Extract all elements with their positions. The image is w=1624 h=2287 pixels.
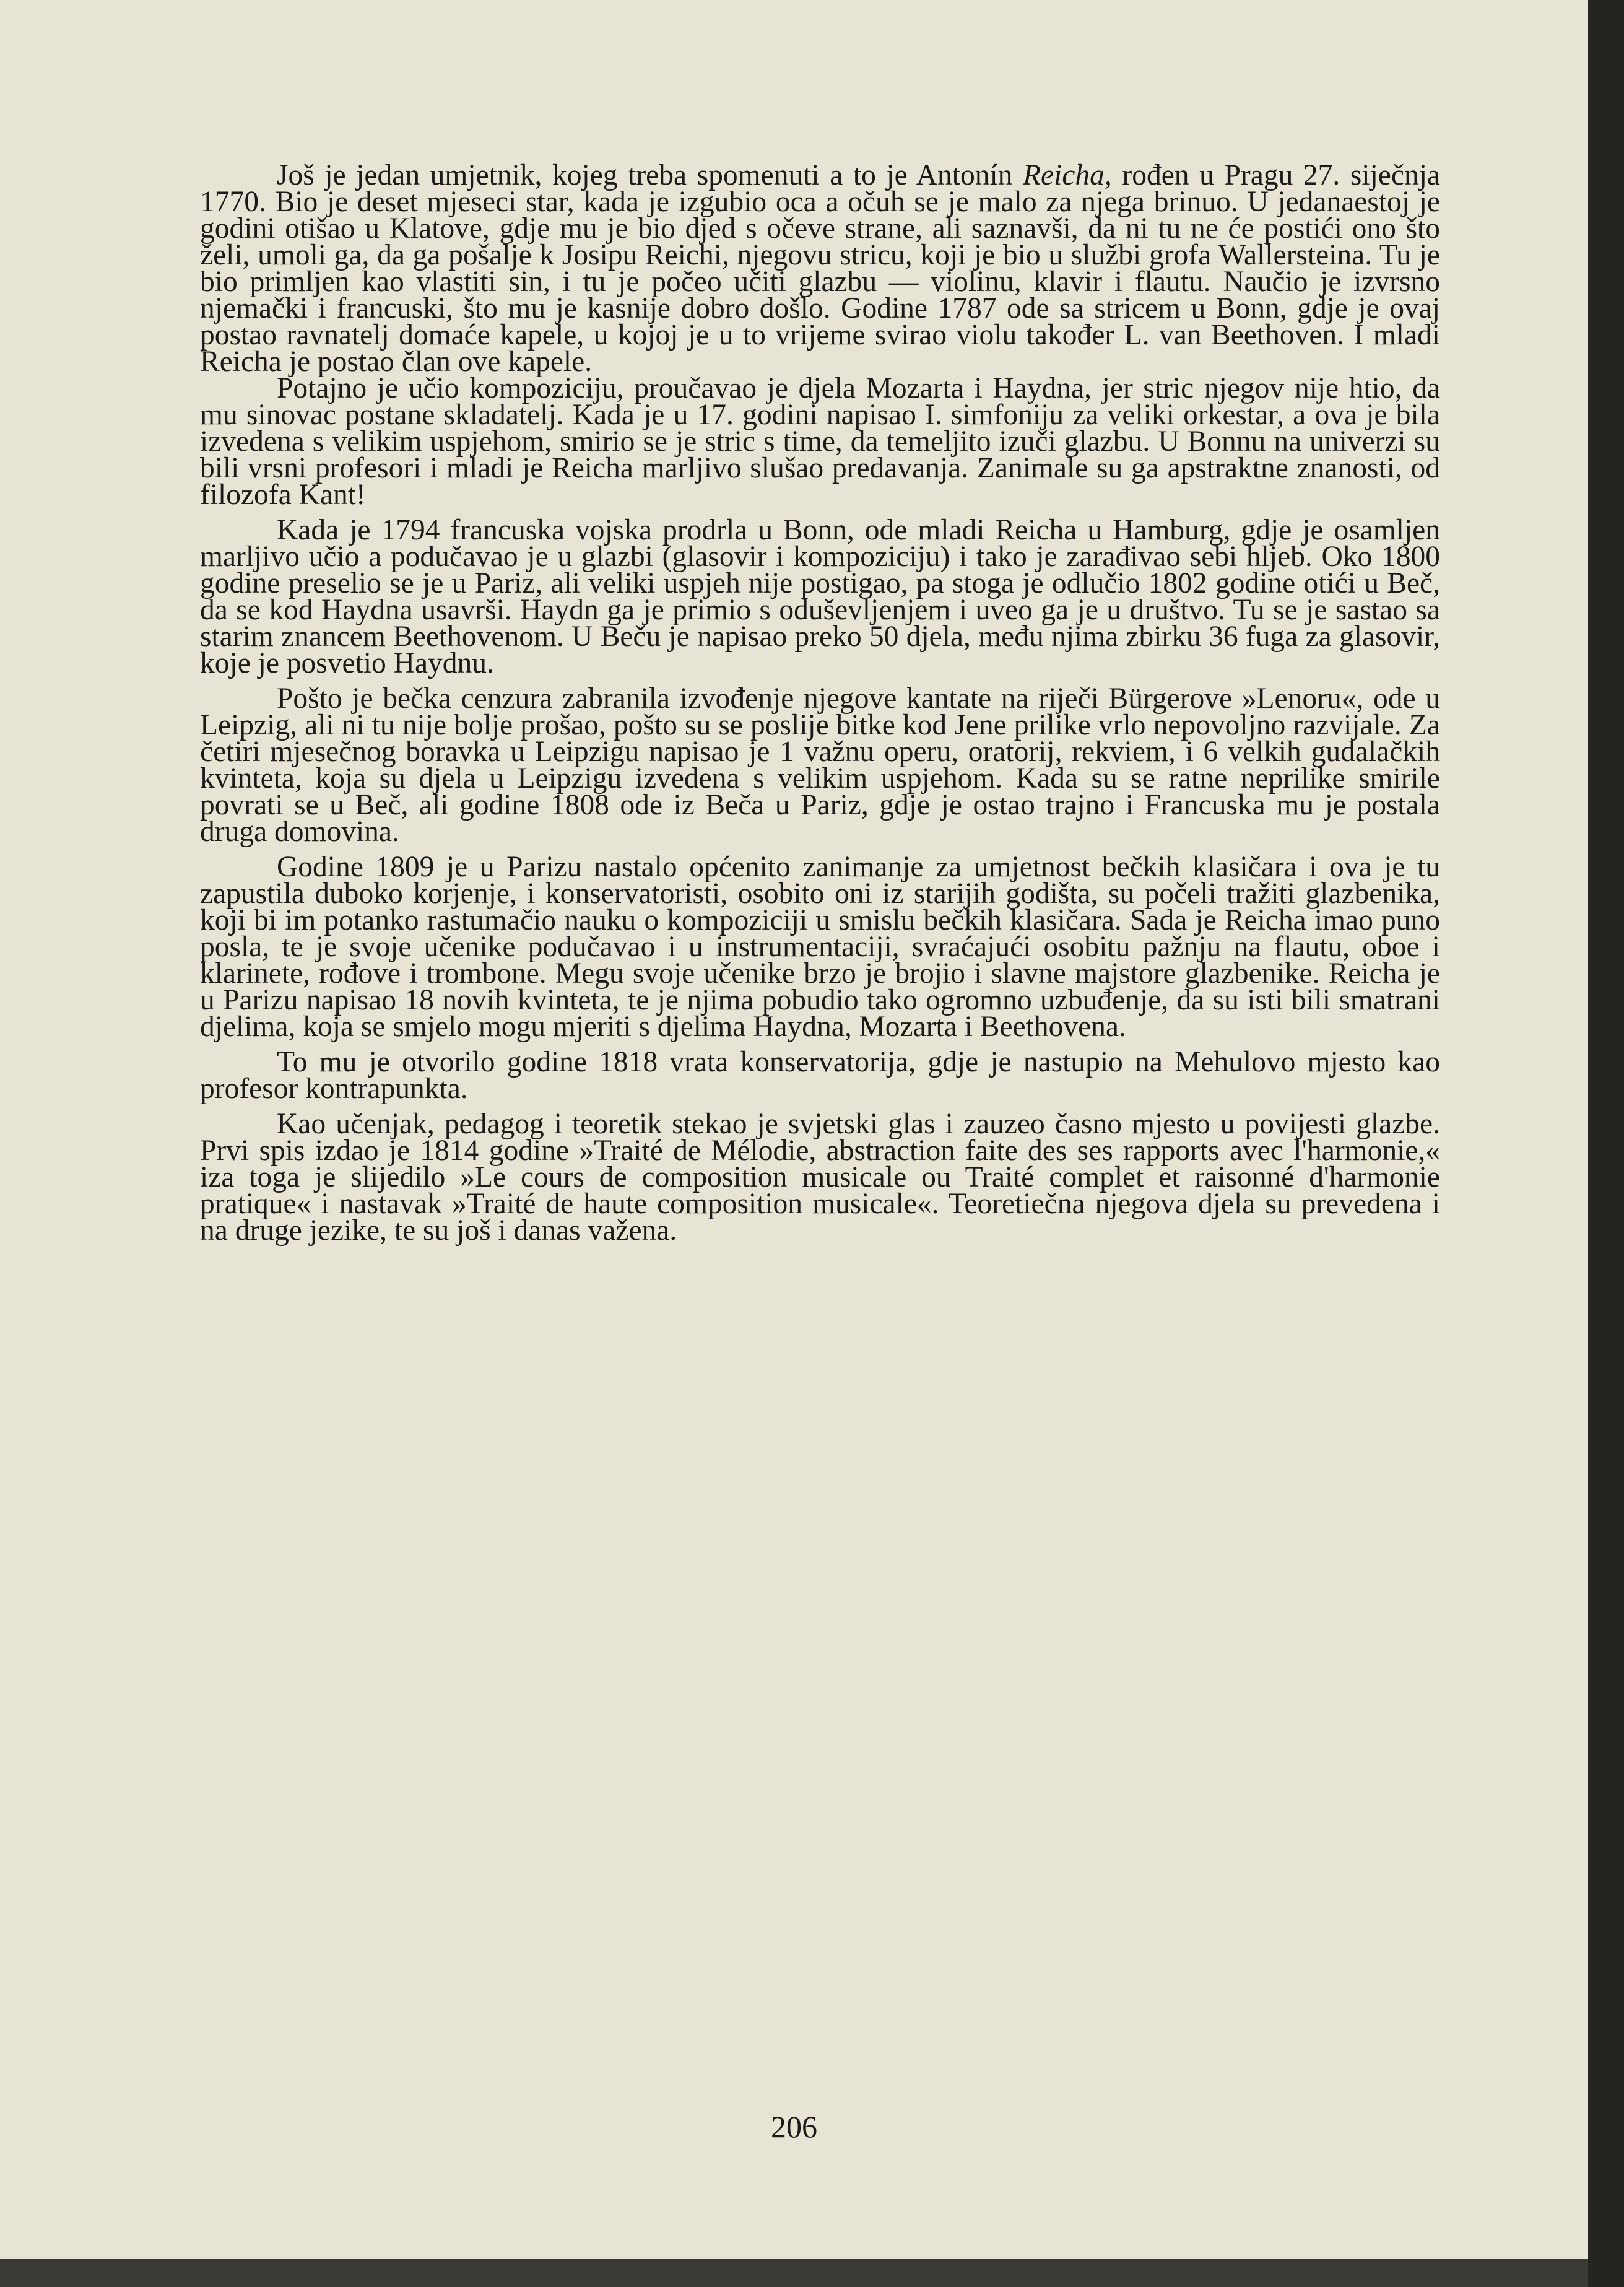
body-text — [200, 159, 1440, 1247]
paragraph-5 — [200, 851, 1440, 1043]
text-segment: rođen u Pragu 27. siječnja 1770. Bio je deset mjeseci star, kada je izgubio oca a očuh se je malo za njega brinuo. U jedanaestoj je godini otišao u Klatove, gdje mu je bio djed s očeve strane, ali saznavši, da ni tu ne će postići ono što želi, umoli ga, da ga pošalje k Josipu Reichi, njegovu stricu, koji je bio u službi grofa Wallersteina. Tu je bio primljen kao vlastiti sin, i tu je počeo učiti glazbu — violinu, klavir i flautu. Naučio je izvrsno njemački i francuski, što mu je kasnije dobro došlo. Godine 1787 ode sa stricem u Bonn, gdje je ovaj postao ravnatelj domaće kapele, u kojoj je u to vrijeme svirao violu također L. van Beethoven. I mladi Reicha je postao član ove kapele. — [200, 159, 1440, 378]
text-segment: Pošto je bečka cenzura zabranila izvođenje njegove kantate na riječi Bürgerove »Lenoru«, ode u Leipzig, ali ni tu nije bolje prošao, pošto su se poslije bitke kod Jene prilike vrlo nepovoljno razvijale. Za četiri mjesečnog boravka u Leipzigu napisao je 1 važnu operu, oratorij, rekviem, i 6 velkih gudalačkih kvinteta, koja su djela u Leipzigu izvedena s velikim uspjehom. Kada su se ratne neprilike smirile povrati se u Beč, ali godine 1808 ode iz Beča u Pariz, gdje je ostao trajno i Francuska mu je postala druga domovina. — [200, 682, 1440, 848]
text-segment: Godine 1809 je u Parizu nastalo općenito zanimanje za umjetnost bečkih klasičara i ova je tu zapustila duboko korjenje, i konservatoristi, osobito oni iz starijih godišta, su počeli tražiti glazbenika, koji bi im potanko rastumačio nauku o kompoziciji u smislu bečkih klasičara. Sada je Reicha imao puno posla, te je svoje učenike podučavao i u instrumentaciji, svraćajući osobitu pažnju na flautu, oboe i klarinete, rođove i trombone. Megu svoje učenike brzo je brojio i slavne majstore glazbenike. Reicha je u Parizu napisao 18 novih kvinteta, te je njima pobudio tako ogromno uzbuđenje, da su isti bili smatrani djelima, koja se smjelo mogu mjeriti s djelima Haydna, Mozarta i Beethovena. — [200, 851, 1440, 1043]
paragraph-6 — [200, 1046, 1440, 1105]
paragraph-3 — [200, 514, 1440, 679]
paragraph-4 — [200, 682, 1440, 848]
page-bottom-edge — [0, 2259, 1588, 2287]
paragraph-7 — [200, 1108, 1440, 1247]
book-spine-edge — [1588, 0, 1624, 2287]
text-segment: Kada je 1794 francuska vojska prodrla u Bonn, ode mladi Reicha u Hamburg, gdje je osamljen marljivo učio a podučavao je u glazbi (glasovir i kompoziciju) i tako je zarađivao sebi hljeb. Oko 1800 godine preselio se je u Pariz, ali veliki uspjeh nije postigao, pa stoga je odlučio 1802 godine otići u Beč, da se kod Haydna usavrši. Haydn ga je primio s oduševljenjem i uveo ga je u društvo. Tu se je sastao sa starim znancem Beethovenom. U Beču je napisao preko 50 djela, među njima zbirku 36 fuga za glasovir, koje je posvetio Haydnu. — [200, 514, 1440, 679]
page-number: 206 — [771, 2109, 817, 2144]
text-segment: Kao učenjak, pedagog i teoretik stekao je svjetski glas i zauzeo časno mjesto u povijesti glazbe. Prvi spis izdao je 1814 godine »Traité de Mélodie, abstraction faite des ses rapports avec l'harmonie,« iza toga je slijedilo »Le cours de composition musicale ou Traité complet et raisonné d'harmonie pratique« i nastavak »Traité de haute composition musicale«. Teoretiečna njegova djela su prevedena i na druge jezike, te su još i danas važena. — [200, 1108, 1440, 1247]
text-segment: Potajno je učio kompoziciju, proučavao je djela Mozarta i Haydna, jer stric njegov nije htio, da mu sinovac postane skladatelj. Kada je u 17. godini napisao I. simfoniju za veliki orkestar, a ova je bila izvedena s velikim uspjehom, smirio se je stric s time, da temeljito izuči glazbu. U Bonnu na univerzi su bili vrsni profesori i mladi je Reicha marljivo slušao predavanja. Zanimale su ga apstraktne znanosti, od filozofa Kant! — [200, 372, 1440, 511]
paragraph-2 — [200, 372, 1440, 511]
text-segment: Još je jedan umjetnik, kojeg treba spomenuti a to je Antonín — [277, 159, 1023, 191]
text-segment: To mu je otvorilo godine 1818 vrata konservatorija, gdje je nastupio na Mehulovo mjesto kao profesor kontrapunkta. — [200, 1046, 1440, 1105]
text-segment-italic: Reicha, — [1023, 159, 1112, 191]
paragraph-1 — [200, 159, 1440, 378]
